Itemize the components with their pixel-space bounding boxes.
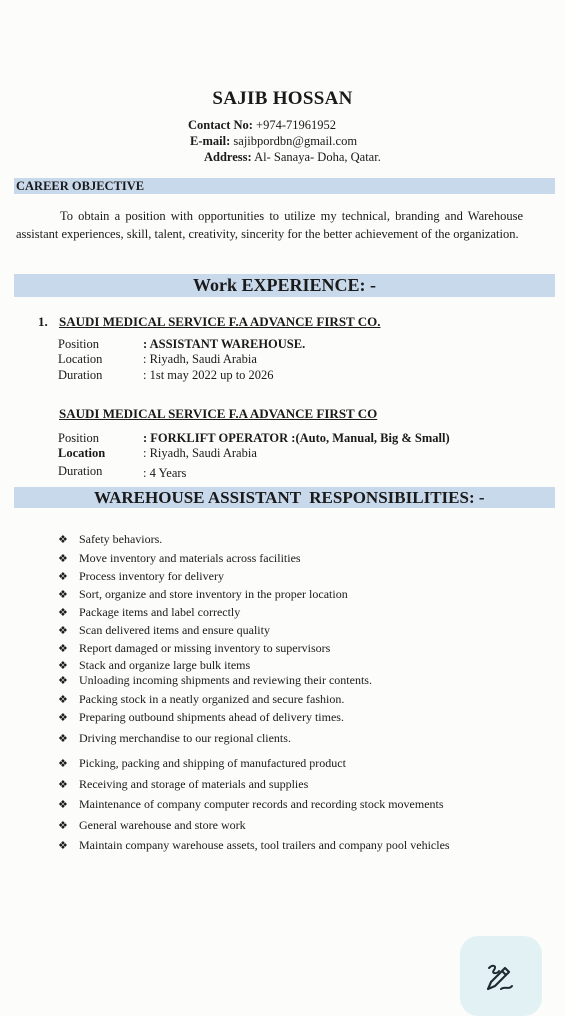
job-1-duration-value: : 1st may 2022 up to 2026 bbox=[143, 368, 274, 382]
job-2-duration-label: Duration bbox=[58, 464, 103, 478]
job-2-company: SAUDI MEDICAL SERVICE F.A ADVANCE FIRST CO bbox=[59, 406, 378, 421]
responsibility-item: ❖ Preparing outbound shipments ahead of delivery times. bbox=[58, 710, 344, 724]
work-experience-band bbox=[14, 274, 555, 297]
bullet-icon: ❖ bbox=[58, 607, 68, 619]
bullet-icon: ❖ bbox=[58, 712, 68, 724]
bullet-icon: ❖ bbox=[58, 571, 68, 583]
responsibility-item: ❖ Packing stock in a neatly organized and secure fashion. bbox=[58, 692, 345, 706]
email-line bbox=[190, 134, 357, 149]
bullet-icon: ❖ bbox=[58, 534, 68, 546]
responsibility-item: ❖ Maintain company warehouse assets, tool trailers and company pool vehicles bbox=[58, 838, 450, 852]
address-label: Address: bbox=[204, 150, 252, 164]
job-1-position-value: : ASSISTANT WAREHOUSE. bbox=[143, 337, 306, 351]
responsibility-item: ❖ Move inventory and materials across facilities bbox=[58, 551, 301, 565]
responsibility-item: ❖ Sort, organize and store inventory in the proper location bbox=[58, 587, 348, 601]
responsibilities-heading: WAREHOUSE ASSISTANT RESPONSIBILITIES: - bbox=[94, 488, 485, 507]
bullet-icon: ❖ bbox=[58, 779, 68, 791]
bullet-icon: ❖ bbox=[58, 799, 68, 811]
contact-value: +974-71961952 bbox=[256, 118, 337, 132]
job-1-location-label: Location bbox=[58, 352, 103, 366]
responsibilities-band bbox=[14, 487, 555, 508]
bullet-icon: ❖ bbox=[58, 625, 68, 637]
career-objective-heading: CAREER OBJECTIVE bbox=[16, 179, 145, 193]
email-label: E-mail: bbox=[190, 134, 231, 148]
bullet-icon: ❖ bbox=[58, 758, 68, 770]
responsibility-item: ❖ Report damaged or missing inventory to supervisors bbox=[58, 641, 331, 655]
address-line bbox=[204, 150, 381, 165]
responsibility-item: ❖ Unloading incoming shipments and reviewing their contents. bbox=[58, 673, 372, 687]
job-2-position-value: : FORKLIFT OPERATOR :(Auto, Manual, Big & Small) bbox=[143, 431, 450, 445]
bullet-icon: ❖ bbox=[58, 553, 68, 565]
edit-pencil-icon bbox=[485, 962, 515, 992]
career-objective-text: To obtain a position with opportunities to utilize my technical, branding and Warehouse assistant experiences, skill, talent, creativity, sincerity for the better achievement of the organization. bbox=[16, 209, 523, 241]
responsibility-item: ❖ Picking, packing and shipping of manufactured product bbox=[58, 756, 346, 770]
bullet-icon: ❖ bbox=[58, 694, 68, 706]
email-value: sajibpordbn@gmail.com bbox=[233, 134, 358, 148]
job-2-location-value: : Riyadh, Saudi Arabia bbox=[143, 446, 257, 460]
resume-name: SAJIB HOSSAN bbox=[212, 88, 353, 109]
bullet-icon: ❖ bbox=[58, 675, 68, 687]
career-objective-band bbox=[14, 178, 555, 194]
job-2-position-label: Position bbox=[58, 431, 99, 445]
job-1-duration-label: Duration bbox=[58, 368, 103, 382]
responsibility-item: ❖ Package items and label correctly bbox=[58, 605, 241, 619]
address-value: Al- Sanaya- Doha, Qatar. bbox=[254, 150, 381, 164]
responsibility-item: ❖ Stack and organize large bulk items bbox=[58, 658, 251, 672]
bullet-icon: ❖ bbox=[58, 840, 68, 852]
contact-line bbox=[188, 118, 336, 133]
edit-button[interactable] bbox=[460, 936, 542, 1016]
job-2-duration-value: : 4 Years bbox=[143, 466, 187, 480]
bullet-icon: ❖ bbox=[58, 820, 68, 832]
bullet-icon: ❖ bbox=[58, 733, 68, 745]
job-2-location-label: Location bbox=[58, 446, 106, 460]
responsibility-item: ❖ Process inventory for delivery bbox=[58, 569, 224, 583]
responsibility-item: ❖ Scan delivered items and ensure quality bbox=[58, 623, 270, 637]
job-1-company: SAUDI MEDICAL SERVICE F.A ADVANCE FIRST CO. bbox=[59, 314, 381, 329]
contact-label: Contact No: bbox=[188, 118, 253, 132]
bullet-icon: ❖ bbox=[58, 660, 68, 672]
job-item-number: 1. bbox=[38, 314, 48, 329]
job-1-location-value: : Riyadh, Saudi Arabia bbox=[143, 352, 257, 366]
responsibility-item: ❖ General warehouse and store work bbox=[58, 818, 246, 832]
bullet-icon: ❖ bbox=[58, 643, 68, 655]
responsibility-item: ❖ Receiving and storage of materials and supplies bbox=[58, 777, 309, 791]
job-1-position-label: Position bbox=[58, 337, 99, 351]
work-experience-heading: Work EXPERIENCE: - bbox=[192, 275, 376, 295]
bullet-icon: ❖ bbox=[58, 589, 68, 601]
responsibility-item: ❖ Driving merchandise to our regional clients. bbox=[58, 731, 291, 745]
responsibility-item: ❖ Safety behaviors. bbox=[58, 532, 163, 546]
responsibility-item: ❖ Maintenance of company computer records and recording stock movements bbox=[58, 797, 444, 811]
